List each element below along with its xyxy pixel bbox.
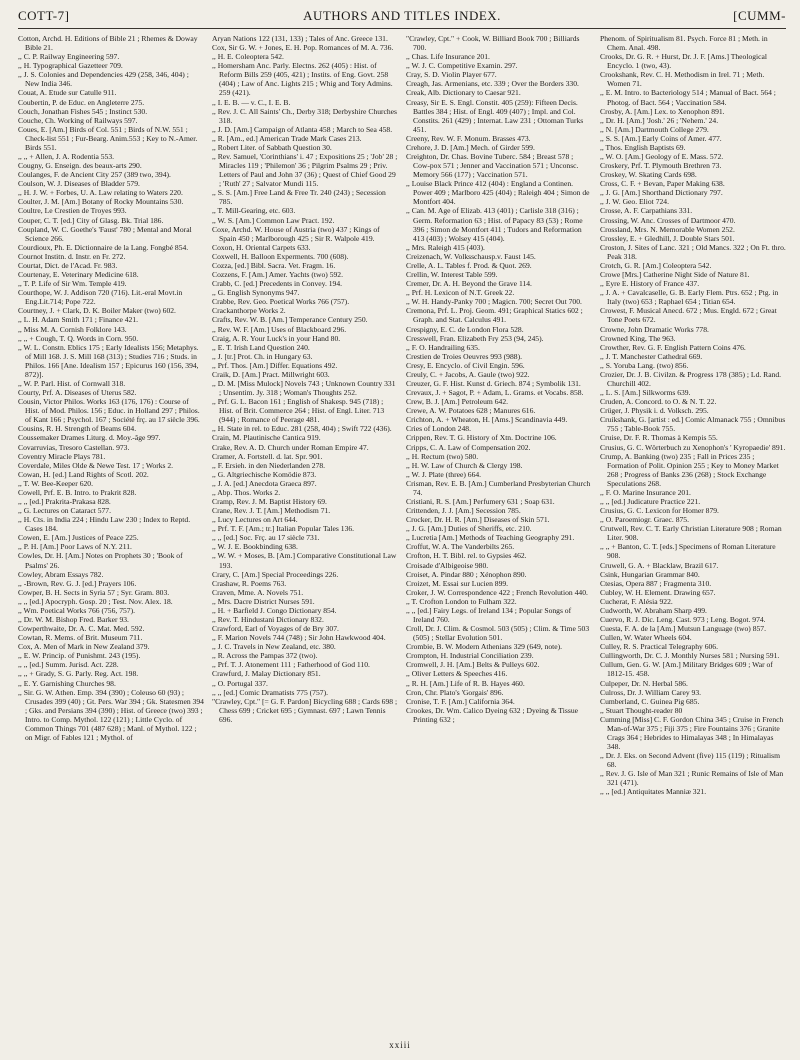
index-entry: Cozzens, F. [Am.] Amer. Yachts (two) 592. bbox=[212, 270, 344, 280]
index-entry: ,, Rev. Samuel, 'Corinthians' i. 47 ; Expositions 25 ; 'Job' 28 ; Miracles 119 ; 'Philemon' 36 ; Pilgrim Psalms 29 ; Priv. Letters of Paul and John 37 (36) ; Quest of Chief Good 29 ; 'Ruth' 27 ; Salvator Mundi 115. bbox=[212, 152, 398, 189]
index-entry: Croston, J. Sites of Lanc. 321 ; Old Mancs. 322 ; On Ft. thro. Peak 318. bbox=[600, 242, 786, 261]
index-entry: Cruwell, G. A. + Blacklaw, Brazil 617. bbox=[600, 560, 719, 570]
index-entry: ,, F. O. Marine Insurance 201. bbox=[600, 487, 691, 497]
index-entry: ,, H. + Barfield J. Congo Dictionary 854. bbox=[212, 605, 337, 615]
index-entry: Courtenay, E. Veterinary Medicine 618. bbox=[18, 270, 139, 280]
index-entry: Creighton, Dr. Chas. Bovine Tuberc. 584 ; Breast 578 ; Cow-pox 571 ; Jenner and Vaccination 571 ; Unconsc. Memory 566 (177) ; Vaccination 571. bbox=[406, 152, 579, 180]
index-entry: Cotton, Archd. H. Editions of Bible 21 ; Rhemes & Doway Bible 21. bbox=[18, 34, 198, 53]
index-entry: Cruden, A. Concord. to O. & N. T. 22. bbox=[600, 397, 717, 407]
index-entry: Cresy, E. Encyclo. of Civil Engin. 596. bbox=[406, 360, 525, 370]
index-entry: ,, J. C. Travels in New Zealand, etc. 380. bbox=[212, 642, 336, 652]
index-entry: ,, ,, [ed.] Judicature Practice 221. bbox=[600, 496, 701, 506]
index-entry: Coultre, Le Crestien de Troyes 993. bbox=[18, 206, 127, 216]
index-entry: Crossley, E. + Gledhill, J. Double Stars 501. bbox=[600, 233, 735, 243]
header-rule bbox=[18, 28, 786, 29]
index-entry: Crake, Rev. A. D. Church under Roman Empire 47. bbox=[212, 442, 369, 452]
index-entry: Csink, Hungarian Grammar 840. bbox=[600, 569, 700, 579]
index-entry: ,, Rev. J. C. All Saints' Ch., Derby 318; Derbyshire Churches 318. bbox=[212, 106, 398, 125]
index-entry: Crossing, W. Anc. Crosses of Dartmoor 470. bbox=[600, 215, 736, 225]
index-entry: ,, N. [Am.] Dartmouth College 279. bbox=[600, 124, 709, 134]
index-entry: ,, Robert Liter. of Sabbath Question 30. bbox=[212, 142, 332, 152]
index-entry: Croker, J. W. Correspondence 422 ; French Revolution 440. bbox=[406, 587, 588, 597]
index-entry: Culross, Dr. J. William Carey 93. bbox=[600, 687, 702, 697]
index-entry: ,, G. Altgriechische Komödie 873. bbox=[212, 469, 317, 479]
index-entry: Craig, A. R. Your Luck's in your Hand 80. bbox=[212, 333, 341, 343]
index-entry: ,, H. Typographical Gazetteer 709. bbox=[18, 61, 123, 71]
index-entry: ,, F. Marion Novels 744 (748) ; Sir John Hawkwood 404. bbox=[212, 633, 386, 643]
index-entry: ,, Oliver Letters & Speeches 416. bbox=[406, 669, 508, 679]
index-entry: Aryan Nations 122 (131, 133) ; Tales of Anc. Greece 131. bbox=[212, 34, 388, 43]
index-entry: Craven, Mme. A. Novels 751. bbox=[212, 587, 304, 597]
index-entry: ,, T. W. Bee-Keeper 620. bbox=[18, 478, 94, 488]
index-entry: Creuzer, G. F. Hist. Kunst d. Griech. 874 ; Symbolik 131. bbox=[406, 378, 581, 388]
index-entry: Cuesta, F. A. de la [Am.] Mutsun Language (two) 857. bbox=[600, 624, 767, 634]
index-entry: ,, ,, [ed.] Prakrita-Prakasa 828. bbox=[18, 496, 111, 506]
index-entry: ,, Prf. T. F. [Am.; tr.] Italian Popular Tales 136. bbox=[212, 524, 355, 534]
index-entry: ,, Dr. H. [Am.] 'Josh.' 26 ; 'Nehem.' 24. bbox=[600, 115, 719, 125]
index-entry: Crawford, Earl of Voyages of de Bry 307. bbox=[212, 624, 339, 634]
index-entry: ,, Louise Black Prince 412 (404) : England a Continen. Power 409 ; Marlboro 425 (404) ; Raleigh 404 ; Simon de Montfort 404. bbox=[406, 179, 590, 207]
index-entry: ,, S. S. [Am.] Free Land & Free Tr. 240 (243) ; Secession 785. bbox=[212, 188, 386, 207]
index-entry: ,, Prf. G. L. Bacon 161 ; English of Shakesp. 945 (718) ; Hist. of Brit. Commerce 264 ; Hist. of Engl. Liter. 713 (944) ; Romance of Peerage 481. bbox=[212, 397, 385, 425]
index-entry: Courtney, J. + Clark, D. K. Boiler Maker (two) 602. bbox=[18, 306, 176, 316]
index-entry: Crowther, Rev. G. F. English Pattern Coins 476. bbox=[600, 342, 746, 352]
index-entry: Cripps, C. A. Law of Compensation 202. bbox=[406, 442, 531, 452]
index-entry: Crusius, G. C. Wörterbuch zu Xenophon's ' Kyropaedie' 891. bbox=[600, 442, 786, 452]
index-entry: Cowtan, R. Mems. of Brit. Museum 711. bbox=[18, 633, 143, 643]
index-entry: Cristiani, R. S. [Am.] Perfumery 631 ; Soap 631. bbox=[406, 496, 555, 506]
index-entry: Courtat, Dict. de l'Acad. Fr. 983. bbox=[18, 260, 118, 270]
index-entry: Cucherat, F. Alésia 922. bbox=[600, 596, 673, 606]
index-entry: Cowles, Dr. H. [Am.] Notes on Prophets 30 ; 'Book of Psalms' 26. bbox=[18, 551, 183, 570]
index-entry: ,, ,, + Cough, T. Q. Words in Corn. 950. bbox=[18, 333, 139, 343]
index-entry: ,, Rev. W. F. [Am.] Uses of Blackboard 296. bbox=[212, 324, 347, 334]
index-entry: Crewe, A. W. Potatoes 628 ; Manures 616. bbox=[406, 406, 536, 416]
index-entry: ,, L. H. Adam Smith 171 ; Finance 421. bbox=[18, 315, 139, 325]
index-entry: ,, Wm. Poetical Works 766 (756, 757). bbox=[18, 605, 136, 615]
index-entry: Couche, Ch. Working of Railways 597. bbox=[18, 115, 138, 125]
index-entry: ,, W. L. Constn. Eblics 175 ; Early Idealists 156; Metaphys. of Mill 168. J. S. Mill 168 (313) ; Studies 716 ; Studs. in Philos. 166 [Ane. Idealism 157 ; Epicurus 160 (156, 394, 872)]. bbox=[18, 342, 199, 379]
index-entry: ,, S. S. [Am.] Early Coins of Amer. 477. bbox=[600, 133, 722, 143]
index-entry: Crowest, F. Musical Anecd. 672 ; Mus. Engld. 672 ; Great Tone Poets 672. bbox=[600, 306, 777, 325]
index-entry: ,, Miss M. A. Cornish Folklore 143. bbox=[18, 324, 127, 334]
index-entry: Crellin, W. Interest Table 599. bbox=[406, 270, 498, 280]
index-entry: Croiset, A. Pindar 880 ; Xénophon 890. bbox=[406, 569, 527, 579]
index-entry: Cromwell, J. H. [Am.] Belts & Pulleys 602. bbox=[406, 660, 540, 670]
index-entry: Cougny, G. Enseign. des beaux-arts 290. bbox=[18, 161, 142, 171]
index-entry: Cowperthwaite, Dr. A. C. Mat. Med. 592. bbox=[18, 624, 145, 634]
index-entry: ,, W. J. Plate (three) 664. bbox=[406, 469, 482, 479]
index-entry: Crippen, Rev. T. G. History of Xtn. Doctrine 106. bbox=[406, 433, 557, 443]
index-entry: Crookes, Dr. Wm. Calico Dyeing 632 ; Dyeing & Tissue Printing 632 ; bbox=[406, 705, 578, 724]
index-columns bbox=[18, 34, 786, 1036]
index-entry: ,, W. J. C. Competitive Examin. 297. bbox=[406, 61, 518, 71]
index-entry: Covarruvias, Tresoro Castellan. 973. bbox=[18, 442, 130, 452]
index-entry: ,, ,, [ed.] Summ. Jurisd. Act. 228. bbox=[18, 660, 119, 670]
index-entry: ,, W. H. Handy-Panky 700 ; Magicn. 700; Secret Out 700. bbox=[406, 297, 582, 307]
index-entry: Cox, Sir G. W. + Jones, E. H. Pop. Romances of M. A. 736. bbox=[212, 43, 394, 53]
index-entry: Crocker, Dr. H. R. [Am.] Diseases of Skin 571. bbox=[406, 515, 550, 525]
index-entry: Cournot Institn. d. Instr. en Fr. 272. bbox=[18, 251, 126, 261]
index-entry: ,, S. Yoruba Lang. (two) 856. bbox=[600, 360, 689, 370]
index-entry: Crisman, Rev. E. B. [Am.] Cumberland Presbyterian Church 74. bbox=[406, 478, 591, 497]
index-entry: Crosby, A. [Am.] Lex. to Xenophon 891. bbox=[600, 106, 725, 116]
index-entry: ,, Thos. English Baptists 69. bbox=[600, 142, 686, 152]
index-entry: Courty, Prf. A. Diseases of Uterus 582. bbox=[18, 388, 137, 398]
index-entry: Crabbe, Rev. Geo. Poetical Works 766 (757). bbox=[212, 297, 350, 307]
index-entry: Coxe, Archd. W. House of Austria (two) 437 ; Kings of Spain 450 ; Marlborough 425 ; Sir R. Walpole 419. bbox=[212, 224, 380, 243]
index-entry: ,, Lucy Lectures on Art 644. bbox=[212, 515, 298, 525]
index-entry: Creasy, Sir E. S. Engl. Constit. 405 (259): Fifteen Decis. Battles 384 ; Hist. of Engl. 409 (407) ; Impl. and Col. Constits. 261 (429) ; Internat. Law 231 ; Ottoman Turks 451. bbox=[406, 97, 584, 134]
index-entry: Crookshank, Rev. C. H. Methodism in Irel. 71 ; Meth. Women 71. bbox=[600, 70, 765, 89]
index-entry: Coues, E. [Am.] Birds of Col. 551 ; Birds of N.W. 551 ; Check-list 551 ; Fur-Bearg. Anim.553 ; Key to N.-Amer. Birds 551. bbox=[18, 124, 198, 152]
index-entry: Courthope, W. J. Addison 720 (716). Lit.-eral Movt.in Eng.Lit.714; Pope 722. bbox=[18, 288, 183, 307]
index-entry: Cowley, Abram Essays 782. bbox=[18, 569, 104, 579]
index-entry: Cramp, Rev. J. M. Baptist History 69. bbox=[212, 496, 327, 506]
index-entry: Couch, Jonathan Fishes 545 ; Instinct 530. bbox=[18, 106, 148, 116]
index-entry: Cowen, E. [Am.] Justices of Peace 225. bbox=[18, 533, 139, 543]
index-entry: "Crawley, Cpt." + Cook, W. Billiard Book 700 ; Billiards 700. bbox=[406, 34, 580, 53]
index-entry: Cox, A. Men of Mark in New Zealand 379. bbox=[18, 642, 150, 652]
index-entry: Courdioux, Ph. E. Dictionnaire de la Lang. Fongbé 854. bbox=[18, 242, 189, 252]
index-entry: Craik, D. [Am.] Pract. Millwright 603. bbox=[212, 369, 330, 379]
index-entry: ,, -Brown, Rev. G. J. [ed.] Prayers 106. bbox=[18, 578, 137, 588]
index-entry: ,, ,, [ed.] Fairy Legs. of Ireland 134 ; Popular Songs of Ireland 760. bbox=[406, 605, 572, 624]
index-entry: ,, W. S. [Am.] Common Law Pract. 192. bbox=[212, 215, 335, 225]
index-entry: Croizet, M. Essai sur Lucien 899. bbox=[406, 578, 509, 588]
index-entry: Cruise, Dr. F. R. Thomas à Kempis 55. bbox=[600, 433, 718, 443]
index-entry: Creuly, C. + Jacobs, A. Gaule (two) 922. bbox=[406, 369, 530, 379]
index-column-4 bbox=[600, 34, 786, 1036]
index-entry: ,, H. State in rel. to Educ. 281 (258, 404) ; Swift 722 (436). bbox=[212, 424, 392, 434]
index-entry: Crump, A. Banking (two) 235 ; Fall in Prices 235 ; Formation of Polit. Opinion 255 ; Key to Money Market 268 ; Progress of Banks 236 (268) ; Stock Exchange Speculations 268. bbox=[600, 451, 779, 488]
index-entry: Coverdale, Miles Olde & Newe Test. 17 ; Works 2. bbox=[18, 460, 174, 470]
index-entry: ,, Rev. T. Hindustani Dictionary 832. bbox=[212, 615, 324, 624]
index-entry: Crehore, J. D. [Am.] Mech. of Girder 599. bbox=[406, 142, 535, 152]
index-entry: ,, ,, [ed.] Antiquitates Manniæ 321. bbox=[600, 787, 707, 797]
index-entry: Crombie, B. W. Modern Athenians 329 (649, note). bbox=[406, 642, 563, 652]
index-entry: Cramer, A. Fortstell. d. lat. Spr. 901. bbox=[212, 451, 323, 461]
index-entry: Crary, C. [Am.] Special Proceedings 226. bbox=[212, 569, 339, 579]
index-entry: Crüger, J. Physik i. d. Volksch. 295. bbox=[600, 406, 709, 416]
index-entry: Cousins, R. H. Strength of Beams 604. bbox=[18, 424, 137, 434]
index-entry: Cullum, Gen. G. W. [Am.] Military Bridges 609 ; War of 1812-15. 458. bbox=[600, 660, 773, 679]
index-entry: Croll, Dr. J. Clim. & Cosmol. 503 (505) ; Clim. & Time 503 (505) ; Stellar Evolution 501. bbox=[406, 624, 590, 643]
index-entry: Crowe [Mrs.] Catherine Night Side of Nature 81. bbox=[600, 270, 750, 280]
index-entry: ,, C. P. Railway Engineering 597. bbox=[18, 52, 120, 62]
index-entry: Crittenden, J. J. [Am.] Secession 785. bbox=[406, 506, 521, 516]
index-entry: Crafts, Rev. W. B. [Am.] Temperance Century 250. bbox=[212, 315, 368, 325]
index-entry: Cullen, W. Water Wheels 604. bbox=[600, 633, 692, 643]
index-entry: Crichton, A. + Wheaton, H. [Ams.] Scandinavia 449. bbox=[406, 415, 568, 425]
index-entry: Cronise, T. F. [Am.] California 364. bbox=[406, 696, 515, 706]
index-entry: ,, E. Y. Garnishing Churches 98. bbox=[18, 678, 116, 688]
index-entry: Cries of London 248. bbox=[406, 424, 471, 434]
index-entry: ,, J. G. [Am.] Shorthand Dictionary 797. bbox=[600, 188, 723, 198]
index-entry: Coubertin, P. de Educ. en Angleterre 275. bbox=[18, 97, 145, 107]
index-entry: ,, W. J. E. Bookbinding 638. bbox=[212, 542, 298, 552]
index-entry: Cowell, Prf. E. B. Intro. to Prakrit 828. bbox=[18, 487, 137, 497]
index-entry: Coulson, W. J. Diseases of Bladder 579. bbox=[18, 179, 140, 189]
index-entry: ,, H. Cts. in India 224 ; Hindu Law 230 ; Index to Reptd. Cases 184. bbox=[18, 515, 191, 534]
index-entry: Crane, Rev. J. T. [Am.] Methodism 71. bbox=[212, 506, 331, 516]
index-entry: Cremona, Prf. L. Proj. Geom. 491; Graphical Statics 602 ; Graph. and Stat. Calculus 491. bbox=[406, 306, 583, 325]
index-entry: ,, ,, + Banton, C. T. [eds.] Specimens of Roman Literature 908. bbox=[600, 542, 776, 561]
index-entry: ,, G. English Synonyms 947. bbox=[212, 288, 300, 298]
index-entry: ,, J. A. [ed.] Anecdota Graeca 897. bbox=[212, 478, 317, 488]
index-entry: ,, Abp. Thos. Works 2. bbox=[212, 487, 281, 497]
index-entry: Cross, C. F. + Bevan, Paper Making 638. bbox=[600, 179, 725, 189]
index-entry: ,, G. Lectures on Cataract 577. bbox=[18, 506, 111, 516]
index-entry: ,, Prf. Thos. [Am.] Differ. Equations 492. bbox=[212, 360, 338, 370]
index-entry: ,, F. Ersieh. in den Niederlanden 278. bbox=[212, 460, 326, 470]
index-entry: ,, J. G. [Am.] Duties of Sheriffs, etc. 210. bbox=[406, 524, 532, 534]
index-entry: ,, ,, [ed.] Comic Dramatists 775 (757). bbox=[212, 687, 328, 697]
index-entry: Crooks, Dr. G. R. + Hurst, Dr. J. F. [Ams.] Theological Encyclo. 1 (two, 43). bbox=[600, 52, 768, 71]
index-entry: ,, Chas. Life Insurance 201. bbox=[406, 52, 490, 62]
index-entry: ,, Can. M. Age of Elizab. 413 (401) ; Carlisle 318 (316) ; Germ. Reformation 63 ; Hist. of Papacy 83 (53) ; Rome 396 ; Simon de Montfort 411 ; Tudors and Reformation 413 (403) ; Wolsey 415 (404). bbox=[406, 206, 583, 243]
index-entry: Crevaux, J. + Sagot, P. + Adam, L. Grams. et Vocabs. 858. bbox=[406, 388, 584, 398]
index-entry: ,, J. D. [Am.] Campaign of Atlanta 458 ; March to Sea 458. bbox=[212, 124, 393, 134]
index-entry: Crestien de Troies Oeuvres 993 (988). bbox=[406, 351, 523, 361]
index-entry: Croskey, W. Skating Cards 698. bbox=[600, 170, 697, 180]
header-right: [CUMM- bbox=[733, 8, 786, 23]
index-entry: Creeny, Rev. W. F. Monum. Brasses 473. bbox=[406, 133, 531, 143]
index-entry: Crosse, A. F. Carpathians 331. bbox=[600, 206, 693, 216]
index-entry: Crew, B. J. [Am.] Petroleum 642. bbox=[406, 397, 509, 407]
index-entry: ,, J. A. + Cavalcaselle, G. B. Early Flem. Ptrs. 652 ; Ptg. in Italy (two) 653 ; Raphael 654 ; Titian 654. bbox=[600, 288, 779, 307]
running-head bbox=[18, 8, 786, 28]
index-entry: ,, E. T. Irish Land Question 240. bbox=[212, 342, 310, 352]
index-entry: Coxon, H. Oriental Carpets 633. bbox=[212, 242, 311, 252]
index-entry: ,, H. W. Law of Church & Clergy 198. bbox=[406, 460, 523, 470]
index-entry: ,, E. M. Intro. to Bacteriology 514 ; Manual of Bact. 564 ; Photog. of Bact. 564 ; Vaccination 584. bbox=[600, 88, 776, 107]
index-entry: ,, D. M. [Miss Mulock] Novels 743 ; Unknown Country 331 ; Unsentim. Jy. 318 ; Woman's Thoughts 252. bbox=[212, 378, 396, 398]
index-entry: Crain, M. Plautinische Cantica 919. bbox=[212, 433, 321, 443]
index-entry: Crossland, Mrs. N. Memorable Women 252. bbox=[600, 224, 735, 234]
index-entry: ,, W. P. Parl. Hist. of Cornwall 318. bbox=[18, 378, 126, 388]
index-entry: ,, J. [tr.] Prot. Ch. in Hungary 63. bbox=[212, 351, 313, 361]
index-entry: Coussemaker Drames Liturg. d. Moy.-âge 997. bbox=[18, 433, 161, 443]
index-entry: ,, T. Crofton London to Fulham 322. bbox=[406, 596, 517, 606]
page-number: xxiii bbox=[389, 1040, 411, 1050]
index-column-1 bbox=[18, 34, 204, 1036]
index-entry: Culley, R. S. Practical Telegraphy 606. bbox=[600, 642, 718, 652]
index-entry: Crackanthorpe Works 2. bbox=[212, 306, 286, 316]
index-entry: Crabb, C. [ed.] Precedents in Convey. 194. bbox=[212, 279, 343, 289]
index-entry: ,, R. H. [Am.] Life of R. B. Hayes 460. bbox=[406, 678, 525, 688]
index-entry: Cuervo, R. J. Dic. Leng. Cast. 973 ; Leng. Bogot. 974. bbox=[600, 615, 766, 624]
index-entry: ,, R. [Am., ed.] American Trade Mark Cases 213. bbox=[212, 133, 362, 143]
index-entry: ,, I. E. B. — v. C., I. E. B. bbox=[212, 97, 291, 107]
index-column-3 bbox=[406, 34, 592, 1036]
index-entry: ,, Mrs. Raleigh 415 (403). bbox=[406, 242, 485, 252]
index-entry: Crusius, G. C. Lexicon for Homer 879. bbox=[600, 506, 719, 516]
index-entry: ,, Prf. H. Lexicon of N.T. Greek 22. bbox=[406, 288, 515, 298]
index-entry: Coulter, J. M. [Am.] Botany of Rocky Mountains 530. bbox=[18, 197, 184, 207]
index-entry: ,, ,, [ed.] Apocryph. Gosp. 20 ; Test. Nov. Alex. 18. bbox=[18, 596, 173, 606]
index-entry: ,, H. E. Coleoptera 542. bbox=[212, 52, 284, 62]
index-entry: Cresswell, Fran. Elizabeth Fry 253 (94, 245). bbox=[406, 333, 544, 343]
index-entry: Cumming [Miss] C. F. Gordon China 345 ; Cruise in French Man-of-War 375 ; Fiji 375 ; Fire Fountains 376 ; Granite Crags 364 ; Hebrides to Himalayas 348 ; In Himalayas 348. bbox=[600, 714, 784, 752]
index-entry: Croffut, W. A. The Vanderbilts 265. bbox=[406, 542, 515, 552]
header-left: COTT-7] bbox=[18, 8, 70, 23]
index-entry: Crozier, Dr. J. B. Civilzn. & Progress 178 (385) ; Ld. Rand. Churchill 402. bbox=[600, 369, 782, 388]
index-entry: Crespigny, E. C. de London Flora 528. bbox=[406, 324, 524, 334]
index-entry: Couat, A. Etude sur Catulle 911. bbox=[18, 88, 117, 98]
index-entry: Cousin, Victor Philos. Works 163 (176, 176) : Course of Hist. of Mod. Philos. 156 ; Educ. in Holland 297 ; Philos. of Kant 166 ; Psychol. 167 ; Société frç. au 17 siècle 396. bbox=[18, 397, 200, 425]
index-entry: Cowan, H. [ed.] Land Rights of Scotl. 202. bbox=[18, 469, 149, 479]
index-entry: ,, Stuart Thought-reader 80 bbox=[600, 705, 683, 715]
index-entry: ,, O. Paroemiogr. Graec. 875. bbox=[600, 515, 689, 525]
index-entry: Cron, Chr. Plato's 'Gorgais' 896. bbox=[406, 687, 504, 697]
index-entry: Croskery, Prf. T. Plymouth Brethren 73. bbox=[600, 161, 722, 171]
index-entry: Cremer, Dr. A. H. Beyond the Grave 114. bbox=[406, 279, 532, 289]
index-entry: Crofton, H. T. Bibl. rel. to Gypsies 462. bbox=[406, 551, 527, 561]
index-entry: Creizenach, W. Volksschausp.v. Faust 145. bbox=[406, 251, 536, 261]
index-entry: ,, Prf. T. J. Atonement 111 ; Fatherhood of God 110. bbox=[212, 660, 370, 670]
index-entry: Coventry Miracle Plays 781. bbox=[18, 451, 106, 461]
index-entry: ,, R. Across the Pampas 372 (two). bbox=[212, 651, 318, 661]
index-entry: ,, W. W. + Moses, B. [Am.] Comparative Constitutional Law 193. bbox=[212, 551, 397, 570]
index-entry: ,, L. S. [Am.] Silkworms 639. bbox=[600, 388, 691, 398]
index-entry: Crutwell, Rev. C. T. Early Christian Literature 908 ; Roman Liter. 908. bbox=[600, 524, 782, 543]
index-entry: Cudworth, W. Abraham Sharp 499. bbox=[600, 605, 707, 615]
index-entry: ,, J. S. Colonies and Dependencies 429 (258, 346, 404) ; New India 346. bbox=[18, 70, 189, 89]
index-entry: ,, Dr. J. Eks. on Second Advent (five) 115 (119) ; Ritualism 68. bbox=[600, 751, 780, 770]
index-entry: ,, H. J. W. + Forbes, U. A. Law relating to Waters 220. bbox=[18, 188, 183, 198]
index-entry: ,, O. Portugal 337. bbox=[212, 678, 268, 688]
index-entry: Cubley, W. H. Element. Drawing 657. bbox=[600, 587, 716, 597]
index-entry: ,, J. T. Manchester Cathedral 669. bbox=[600, 351, 703, 361]
index-entry: ,, Sir. G. W. Athen. Emp. 394 (390) ; Coleuso 60 (93) ; Crusades 399 (40) ; Gt. Pers. War 394 ; Gk. Statesmen 394 ; Gks. and Persians 394 (390) ; Hist. of Greece (two) 393 ; Intro. to Comp. Mythol. 122 (121) ; Little Cyclo. of Common Things 701 (487 628) ; Manl. of Mythol. 122 ; on Migr. of Fables 121 ; Mythol. of bbox=[18, 687, 204, 743]
index-entry: ,, Lucretia [Am.] Methods of Teaching Geography 291. bbox=[406, 533, 575, 543]
index-entry: ,, J. W. Geo. Eliot 724. bbox=[600, 197, 669, 207]
index-entry: ,, T. Mill-Gearing, etc. 603. bbox=[212, 206, 296, 216]
index-entry: Croisade d'Albigeoise 980. bbox=[406, 560, 489, 570]
index-entry: Crompton, H. Industrial Conciliation 239. bbox=[406, 651, 534, 661]
index-entry: Crowned King, The 963. bbox=[600, 333, 676, 343]
index-entry: ,, ,, + Allen, J. A. Rodentia 553. bbox=[18, 152, 115, 162]
index-entry: ,, Mrs. Dacre District Nurses 591. bbox=[212, 596, 315, 606]
index-entry: ,, F. O. Handrailing 635. bbox=[406, 342, 480, 352]
index-entry: Phenom. of Spiritualism 81. Psych. Force 81 ; Meth. in Chem. Anal. 498. bbox=[600, 34, 768, 53]
index-entry: ,, Rev. J. G. Isle of Man 321 ; Runic Remains of Isle of Man 321 (471). bbox=[600, 769, 784, 788]
index-entry: Creagh, Jas. Armenians, etc. 339 ; Over the Borders 330. bbox=[406, 79, 579, 89]
index-entry: Cozza, [ed.] Bibl. Sacra. Vet. Fragm. 16. bbox=[212, 260, 336, 270]
index-entry: Crelle, A. L. Tables f. Prod. & Quot. 269. bbox=[406, 260, 532, 270]
index-entry: Cray, S. D. Violin Player 677. bbox=[406, 70, 497, 80]
index-entry: Couper, C. T. [ed.] City of Glasg. Bk. Trial 186. bbox=[18, 215, 164, 225]
index-entry: Crotch, G. R. [Am.] Coleoptera 542. bbox=[600, 260, 712, 270]
index-entry: Coupland, W. C. Goethe's 'Faust' 780 ; Mental and Moral Science 266. bbox=[18, 224, 192, 243]
index-entry: ,, E. W. Princip. of Punishmt. 243 (195). bbox=[18, 651, 141, 661]
index-entry: Ctesias, Opera 887 ; Fragmenta 310. bbox=[600, 578, 712, 588]
index-entry: Crowne, John Dramatic Works 778. bbox=[600, 324, 709, 334]
index-entry: Coulanges, F. de Ancient City 257 (389 two, 394). bbox=[18, 170, 171, 180]
index-entry: Cruikshank, G. [artist : ed.] Comic Almanack 755 ; Omnibus 755 ; Table-Book 755. bbox=[600, 415, 786, 434]
index-entry: ,, Homersham Anc. Parly. Electns. 262 (405) : Hist. of Reform Bills 259 (405, 421) ; Instits. of Eng. Govt. 258 (404) ; Law of Anc. Lights 215 ; Whig and Tory Admins. 259 (421). bbox=[212, 61, 393, 98]
header-title: AUTHORS AND TITLES INDEX. bbox=[303, 8, 501, 23]
index-entry: Cumberland, C. Guinea Pig 685. bbox=[600, 696, 700, 706]
index-entry: Crawfurd, J. Malay Dictionary 851. bbox=[212, 669, 321, 679]
index-entry: ,, ,, + Grady, S. G. Parly. Reg. Act. 198. bbox=[18, 669, 139, 679]
index-entry: Creak, Alb. Dictionary to Caesar 921. bbox=[406, 88, 521, 98]
index-column-2 bbox=[212, 34, 398, 1036]
index-entry: ,, Dr. W. M. Bishop Fred. Barker 93. bbox=[18, 615, 129, 624]
index-entry: Crashaw, R. Poems 763. bbox=[212, 578, 287, 588]
index-entry: "Crawley, Cpt." [= G. F. Pardon] Bicycling 688 ; Cards 698 ; Chess 699 ; Cricket 695 ; Gymnast. 697 ; Lawn Tennis 696. bbox=[212, 696, 398, 724]
index-entry: Coxwell, H. Balloon Experments. 700 (608). bbox=[212, 251, 349, 261]
index-entry: ,, T. P. Life of Sir Wm. Temple 419. bbox=[18, 279, 127, 289]
index-entry: Culpeper, Dr. N. Herbal 586. bbox=[600, 678, 688, 688]
index-entry: ,, P. H. [Am.] Poor Laws of N.Y. 211. bbox=[18, 542, 132, 552]
index-entry: Cowper, B. H. Sects in Syria 57 ; Syr. Gram. 803. bbox=[18, 587, 170, 597]
index-entry: ,, Eyre E. History of France 437. bbox=[600, 279, 700, 289]
index-entry: ,, W. O. [Am.] Geology of E. Mass. 572. bbox=[600, 152, 724, 162]
index-entry: Cullingworth, Dr. C. J. Monthly Nurses 581 ; Nursing 591. bbox=[600, 651, 780, 661]
index-entry: ,, ,, [ed.] Soc. Frç. au 17 siècle 731. bbox=[212, 533, 320, 543]
index-entry: ,, H. Rectum (two) 580. bbox=[406, 451, 479, 461]
